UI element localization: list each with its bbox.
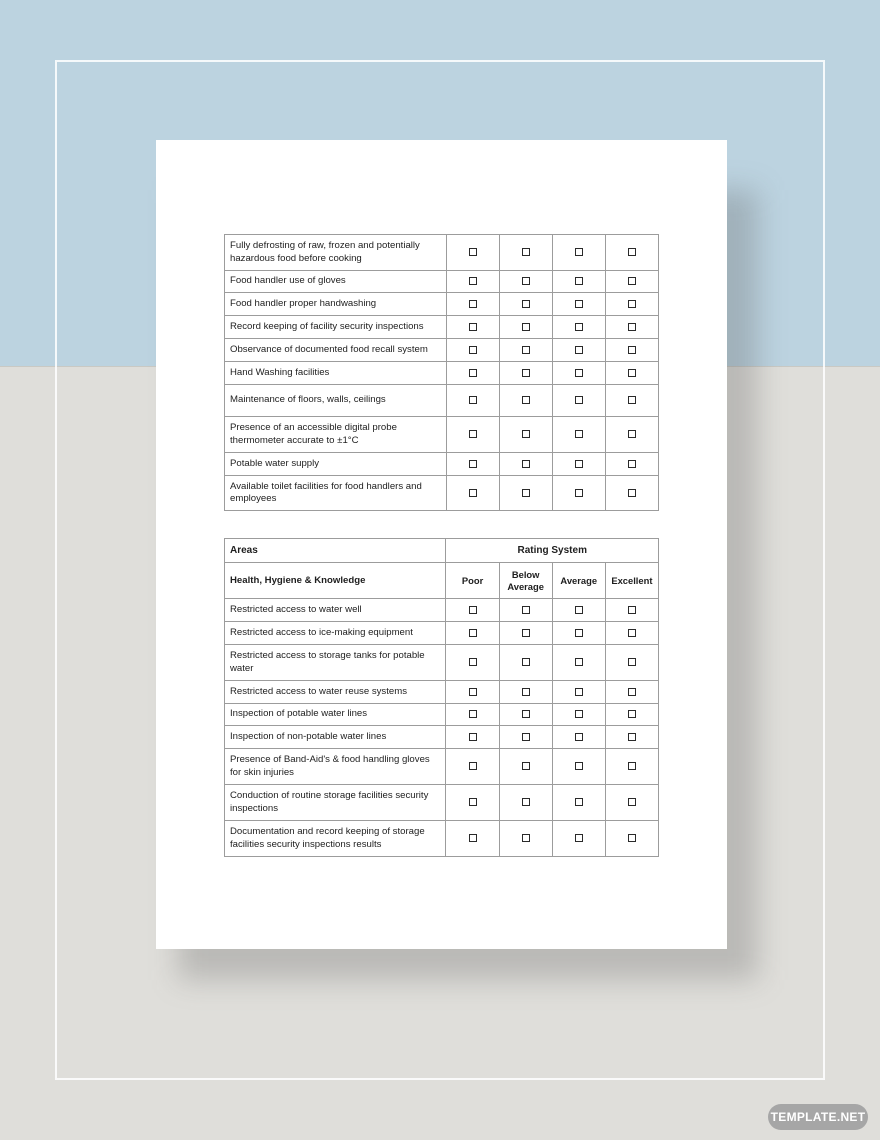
row-label: Available toilet facilities for food handlers and employees [225,476,447,511]
table-row [225,362,659,385]
average-checkbox[interactable] [575,688,583,696]
row-label: Observance of documented food recall system [225,339,447,362]
table-row [225,622,659,645]
below-average-checkbox[interactable] [522,762,530,770]
row-label: Maintenance of floors, walls, ceilings [225,385,447,417]
average-checkbox[interactable] [575,430,583,438]
table-row [225,681,659,704]
poor-checkbox[interactable] [469,277,477,285]
average-checkbox[interactable] [575,762,583,770]
below-average-checkbox[interactable] [522,606,530,614]
average-checkbox[interactable] [575,834,583,842]
row-label: Food handler proper handwashing [225,293,447,316]
table-row [225,704,659,726]
row-label: Record keeping of facility security inspections [225,316,447,339]
row-label: Potable water supply [225,453,447,476]
below-average-checkbox[interactable] [522,733,530,741]
table-row [225,645,659,681]
row-label: Documentation and record keeping of storage facilities security inspections results [225,821,446,857]
areas-header: Areas [225,539,446,563]
column-header-below-average: Below Average [499,563,552,599]
rating-system-header: Rating System [446,539,659,563]
table-row [225,339,659,362]
poor-checkbox[interactable] [469,658,477,666]
poor-checkbox[interactable] [469,834,477,842]
average-checkbox[interactable] [575,277,583,285]
below-average-checkbox[interactable] [522,369,530,377]
average-checkbox[interactable] [575,369,583,377]
average-checkbox[interactable] [575,323,583,331]
poor-checkbox[interactable] [469,688,477,696]
average-checkbox[interactable] [575,396,583,404]
table-subheader-row [225,563,659,599]
below-average-checkbox[interactable] [522,430,530,438]
excellent-checkbox[interactable] [628,346,636,354]
poor-checkbox[interactable] [469,710,477,718]
table-row [225,235,659,271]
row-label: Restricted access to water well [225,599,446,622]
average-checkbox[interactable] [575,629,583,637]
below-average-checkbox[interactable] [522,300,530,308]
excellent-checkbox[interactable] [628,489,636,497]
poor-checkbox[interactable] [469,606,477,614]
below-average-checkbox[interactable] [522,688,530,696]
section-header: Health, Hygiene & Knowledge [225,563,446,599]
excellent-checkbox[interactable] [628,688,636,696]
table-row [225,476,659,511]
below-average-checkbox[interactable] [522,629,530,637]
average-checkbox[interactable] [575,798,583,806]
below-average-checkbox[interactable] [522,396,530,404]
excellent-checkbox[interactable] [628,762,636,770]
average-checkbox[interactable] [575,248,583,256]
average-checkbox[interactable] [575,346,583,354]
row-label: Inspection of non-potable water lines [225,726,446,749]
average-checkbox[interactable] [575,460,583,468]
excellent-checkbox[interactable] [628,248,636,256]
excellent-checkbox[interactable] [628,300,636,308]
table-row [225,726,659,749]
below-average-checkbox[interactable] [522,248,530,256]
table-row [225,316,659,339]
poor-checkbox[interactable] [469,396,477,404]
poor-checkbox[interactable] [469,733,477,741]
column-header-average: Average [552,563,605,599]
row-label: Presence of Band-Aid's & food handling gloves for skin injuries [225,749,446,785]
checklist-table-1 [224,234,659,511]
table-row [225,453,659,476]
excellent-checkbox[interactable] [628,460,636,468]
below-average-checkbox[interactable] [522,834,530,842]
excellent-checkbox[interactable] [628,323,636,331]
poor-checkbox[interactable] [469,629,477,637]
below-average-checkbox[interactable] [522,798,530,806]
table-row [225,821,659,857]
below-average-checkbox[interactable] [522,658,530,666]
poor-checkbox[interactable] [469,248,477,256]
average-checkbox[interactable] [575,710,583,718]
poor-checkbox[interactable] [469,346,477,354]
excellent-checkbox[interactable] [628,798,636,806]
excellent-checkbox[interactable] [628,658,636,666]
poor-checkbox[interactable] [469,430,477,438]
excellent-checkbox[interactable] [628,629,636,637]
below-average-checkbox[interactable] [522,323,530,331]
column-header-excellent: Excellent [605,563,658,599]
table-header-row [225,539,659,563]
excellent-checkbox[interactable] [628,710,636,718]
watermark-badge: TEMPLATE.NET [768,1104,868,1130]
poor-checkbox[interactable] [469,460,477,468]
below-average-checkbox[interactable] [522,460,530,468]
average-checkbox[interactable] [575,489,583,497]
table-row [225,293,659,316]
below-average-checkbox[interactable] [522,277,530,285]
poor-checkbox[interactable] [469,489,477,497]
average-checkbox[interactable] [575,606,583,614]
excellent-checkbox[interactable] [628,733,636,741]
row-label: Restricted access to storage tanks for potable water [225,645,446,681]
poor-checkbox[interactable] [469,798,477,806]
row-label: Fully defrosting of raw, frozen and potentially hazardous food before cooking [225,235,447,271]
poor-checkbox[interactable] [469,300,477,308]
column-header-poor: Poor [446,563,499,599]
row-label: Hand Washing facilities [225,362,447,385]
poor-checkbox[interactable] [469,323,477,331]
row-label: Restricted access to water reuse systems [225,681,446,704]
table-row [225,271,659,293]
checklist-table-2 [224,538,659,857]
document-page [156,140,727,949]
row-label: Restricted access to ice-making equipment [225,622,446,645]
table-row [225,749,659,785]
row-label: Conduction of routine storage facilities security inspections [225,785,446,821]
below-average-checkbox[interactable] [522,346,530,354]
below-average-checkbox[interactable] [522,489,530,497]
table-row [225,385,659,417]
excellent-checkbox[interactable] [628,834,636,842]
table-row [225,417,659,453]
excellent-checkbox[interactable] [628,606,636,614]
poor-checkbox[interactable] [469,762,477,770]
row-label: Inspection of potable water lines [225,704,446,726]
excellent-checkbox[interactable] [628,277,636,285]
poor-checkbox[interactable] [469,369,477,377]
average-checkbox[interactable] [575,733,583,741]
row-label: Food handler use of gloves [225,271,447,293]
excellent-checkbox[interactable] [628,369,636,377]
average-checkbox[interactable] [575,658,583,666]
average-checkbox[interactable] [575,300,583,308]
table-row [225,599,659,622]
excellent-checkbox[interactable] [628,396,636,404]
below-average-checkbox[interactable] [522,710,530,718]
excellent-checkbox[interactable] [628,430,636,438]
row-label: Presence of an accessible digital probe thermometer accurate to ±1°C [225,417,447,453]
table-row [225,785,659,821]
